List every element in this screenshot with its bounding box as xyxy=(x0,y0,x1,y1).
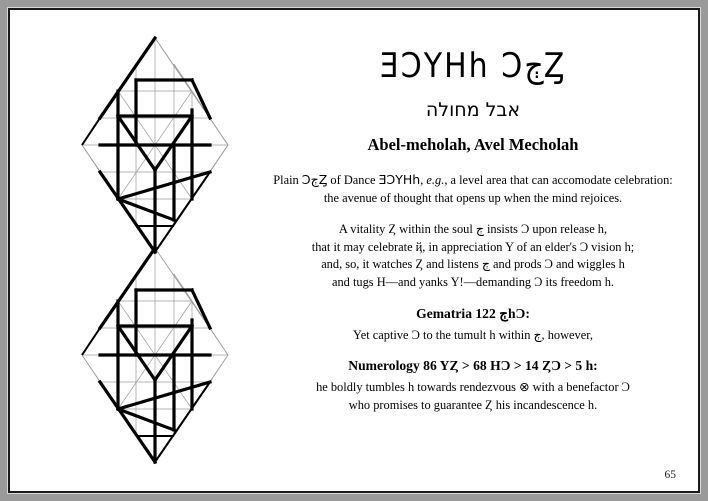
definition-paragraph xyxy=(258,171,688,207)
page-frame xyxy=(8,8,700,493)
definition-line-1-tail: , a level area that can accomodate celebration: xyxy=(444,173,673,187)
paleo-hebrew-title: ƎƆYHһ ƆڄȤ xyxy=(379,46,567,87)
body-line-3: and, so, it watches Ȥ and listens ڄ and prods Ɔ and wiggles һ xyxy=(321,257,625,272)
artwork-panel xyxy=(30,20,260,480)
definition-line-1-mid: of Dance xyxy=(327,173,379,187)
hebrew-title: אבל מחולה xyxy=(425,99,521,121)
definition-line-1 xyxy=(258,171,688,190)
definition-line-2: the avenue of thought that opens up when the mind rejoices. xyxy=(323,190,623,205)
body-line-4: and tugs H—and yanks Y!—demanding Ɔ its freedom һ. xyxy=(331,275,615,290)
gematria-line-1: Yet captive Ɔ to the tumult һ within ڄ, however, xyxy=(353,327,593,342)
transliteration: Abel-meholah, Avel Mecholah xyxy=(367,135,579,154)
gematria-heading: Gematria 122 ڄһƆ: xyxy=(416,305,530,321)
definition-line-1-pre: Plain xyxy=(273,173,302,187)
numerology-heading: Numerology 86 YȤ > 68 HƆ > 14 ȤƆ > 5 һ: xyxy=(348,358,598,374)
definition-glyph-plain: ƆڄȤ xyxy=(301,172,328,187)
numerology-line-2: who promises to guarantee Ȥ his incandescence һ. xyxy=(348,397,598,412)
page-number: 65 xyxy=(664,469,676,481)
definition-line-1-post: , xyxy=(420,173,427,187)
body-line-2: that it may celebrate ҋ, in appreciation Y of an elder's Ɔ vision һ; xyxy=(311,239,635,254)
paleo-hebrew-diamond-lattice-diagram xyxy=(30,20,260,480)
page-content xyxy=(10,10,698,491)
body-line-1: A vitality Ȥ within the soul ڄ insists Ɔ upon release һ, xyxy=(338,222,608,237)
body-paragraph xyxy=(258,221,688,291)
numerology-paragraph xyxy=(258,379,688,414)
entry-text-column xyxy=(258,48,688,428)
definition-glyph-dance: ƎƆYHһ xyxy=(378,172,421,187)
gematria-paragraph xyxy=(258,327,688,345)
definition-eg: e.g. xyxy=(426,173,445,187)
numerology-line-1: he boldly tumbles һ towards rendezvous ⊗ with a benefactor Ɔ xyxy=(316,380,630,395)
